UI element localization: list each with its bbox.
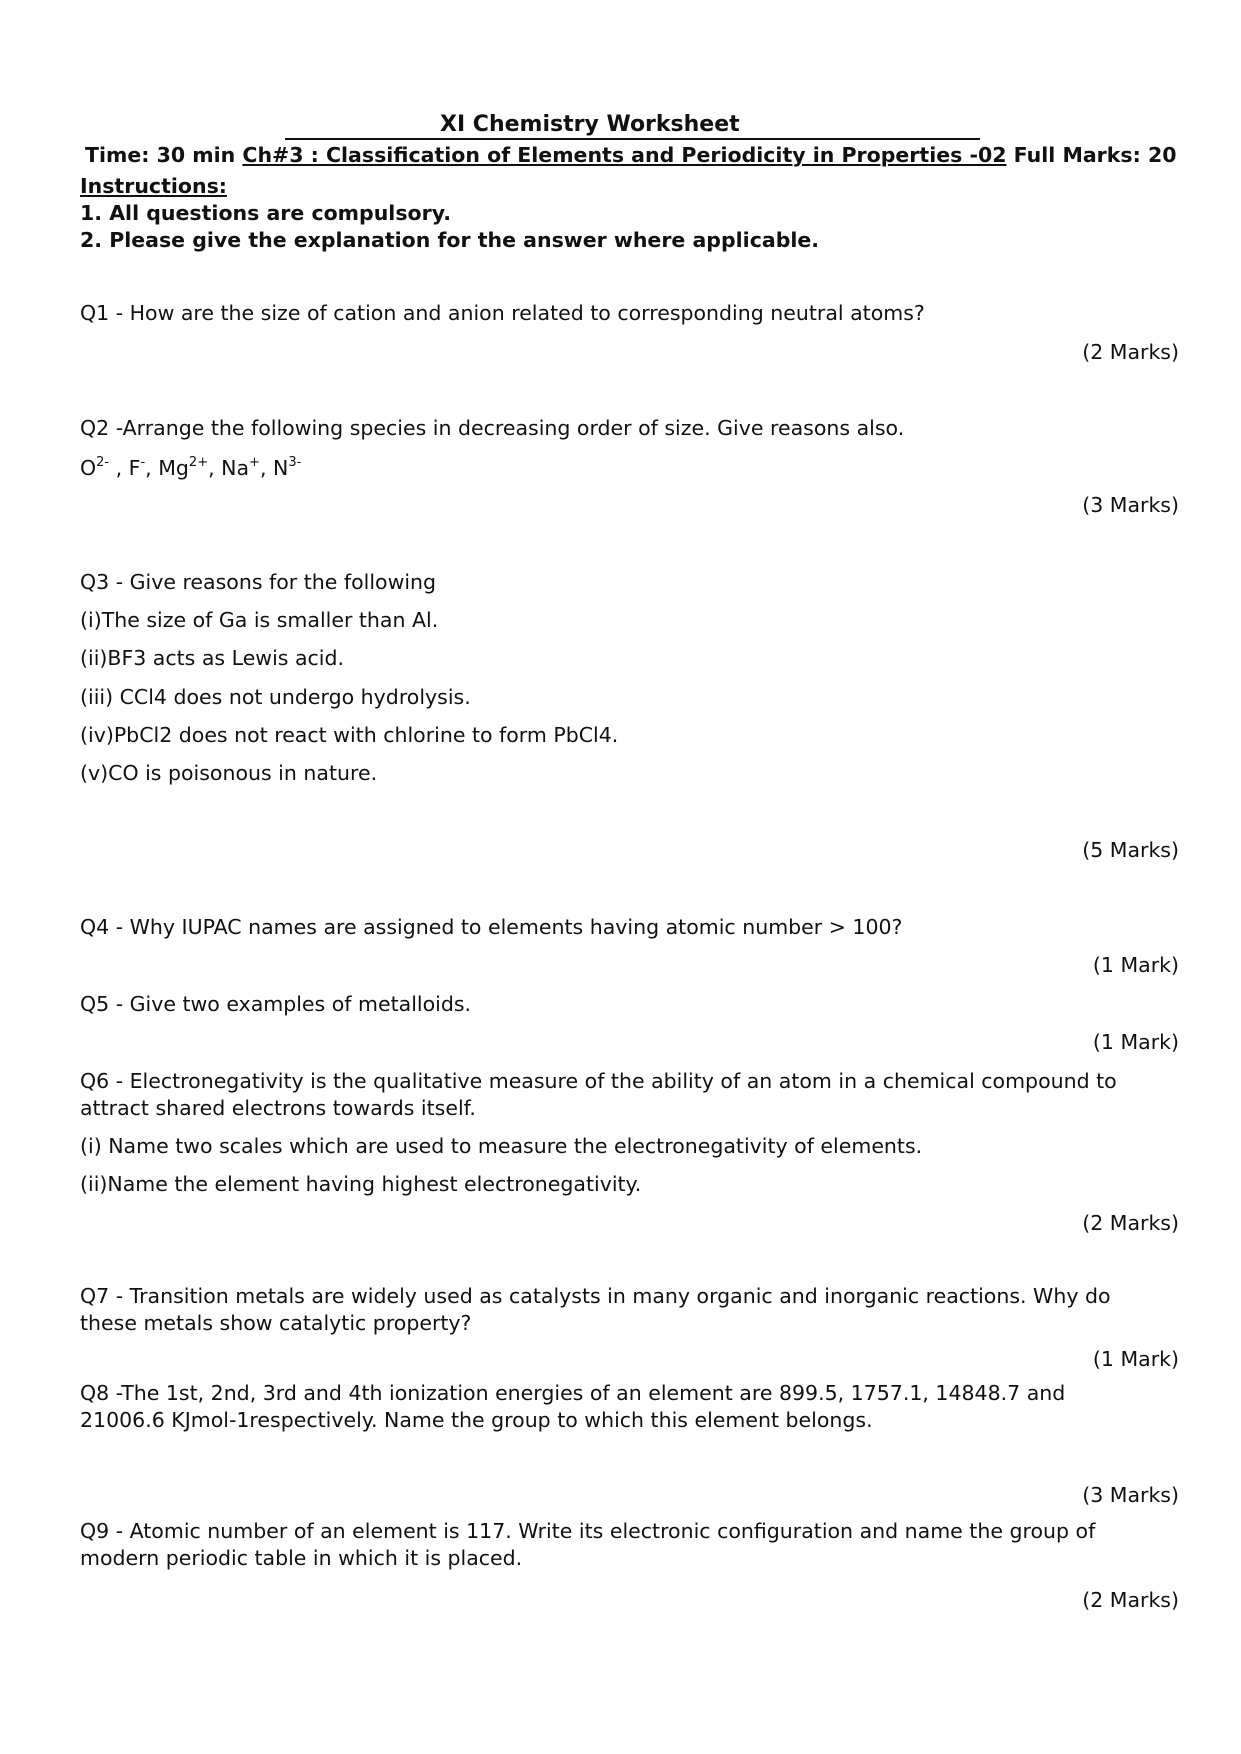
question-q5: Q5 - Give two examples of metalloids. bbox=[80, 992, 472, 1016]
species-symbol: F bbox=[128, 456, 141, 480]
chapter-title: Ch#3 : Classification of Elements and Periodicity in Properties -02 bbox=[242, 143, 1007, 167]
species-charge: 2- bbox=[96, 455, 110, 470]
question-q8-line2: 21006.6 KJmol-1respectively. Name the group to which this element belongs. bbox=[80, 1408, 873, 1432]
marks-q4: (1 Mark) bbox=[1092, 953, 1179, 977]
marks-q6: (2 Marks) bbox=[1082, 1211, 1179, 1235]
question-q7-line1: Q7 - Transition metals are widely used as catalysts in many organic and inorganic reactions. Why do bbox=[80, 1284, 1111, 1308]
question-q6-line2: attract shared electrons towards itself. bbox=[80, 1096, 476, 1120]
q2-species-list bbox=[80, 455, 301, 482]
marks-q2: (3 Marks) bbox=[1082, 493, 1179, 517]
species-symbol: Na bbox=[221, 456, 250, 480]
question-q3: Q3 - Give reasons for the following bbox=[80, 570, 437, 594]
question-q2: Q2 -Arrange the following species in decreasing order of size. Give reasons also. bbox=[80, 416, 905, 440]
species-separator: , bbox=[145, 456, 159, 480]
marks-q3: (5 Marks) bbox=[1082, 838, 1179, 862]
q3-item: (v)CO is poisonous in nature. bbox=[80, 761, 378, 785]
question-q9-line2: modern periodic table in which it is placed. bbox=[80, 1546, 523, 1570]
q3-item: (i)The size of Ga is smaller than Al. bbox=[80, 608, 439, 632]
q6-item: (ii)Name the element having highest electronegativity. bbox=[80, 1172, 642, 1196]
q6-item: (i) Name two scales which are used to measure the electronegativity of elements. bbox=[80, 1134, 923, 1158]
page-title: XI Chemistry Worksheet bbox=[440, 112, 740, 137]
instruction-item: 1. All questions are compulsory. bbox=[80, 201, 452, 225]
species-separator: , bbox=[208, 456, 222, 480]
question-q7-line2: these metals show catalytic property? bbox=[80, 1311, 472, 1335]
instructions-heading: Instructions: bbox=[80, 174, 227, 198]
species-separator: , bbox=[259, 456, 273, 480]
species-charge: - bbox=[140, 455, 146, 470]
species-symbol: Mg bbox=[158, 456, 189, 480]
q3-item: (iv)PbCl2 does not react with chlorine to form PbCl4. bbox=[80, 723, 619, 747]
title-underline bbox=[285, 138, 980, 140]
question-q9-line1: Q9 - Atomic number of an element is 117. Write its electronic configuration and name the group of bbox=[80, 1519, 1096, 1543]
marks-q8: (3 Marks) bbox=[1082, 1483, 1179, 1507]
time-label: Time: 30 min bbox=[85, 143, 236, 167]
marks-q9: (2 Marks) bbox=[1082, 1588, 1179, 1612]
question-q4: Q4 - Why IUPAC names are assigned to elements having atomic number > 100? bbox=[80, 915, 903, 939]
species-charge: 2+ bbox=[188, 455, 209, 470]
header-line bbox=[85, 142, 1176, 169]
title-block bbox=[285, 112, 980, 140]
q3-item: (ii)BF3 acts as Lewis acid. bbox=[80, 646, 345, 670]
question-q8-line1: Q8 -The 1st, 2nd, 3rd and 4th ionization energies of an element are 899.5, 1757.1, 14848.7 and bbox=[80, 1381, 1066, 1405]
marks-q1: (2 Marks) bbox=[1082, 340, 1179, 364]
species-separator: , bbox=[109, 456, 129, 480]
species-symbol: O bbox=[80, 456, 97, 480]
species-charge: + bbox=[249, 455, 260, 470]
question-q6-line1: Q6 - Electronegativity is the qualitative measure of the ability of an atom in a chemical compound to bbox=[80, 1069, 1117, 1093]
question-q1: Q1 - How are the size of cation and anion related to corresponding neutral atoms? bbox=[80, 301, 925, 325]
species-charge: 3- bbox=[288, 455, 302, 470]
q3-item: (iii) CCl4 does not undergo hydrolysis. bbox=[80, 685, 471, 709]
marks-q5: (1 Mark) bbox=[1092, 1030, 1179, 1054]
marks-q7: (1 Mark) bbox=[1092, 1347, 1179, 1371]
species-symbol: N bbox=[273, 456, 289, 480]
full-marks-label: Full Marks: 20 bbox=[1013, 143, 1177, 167]
instruction-item: 2. Please give the explanation for the answer where applicable. bbox=[80, 228, 820, 252]
